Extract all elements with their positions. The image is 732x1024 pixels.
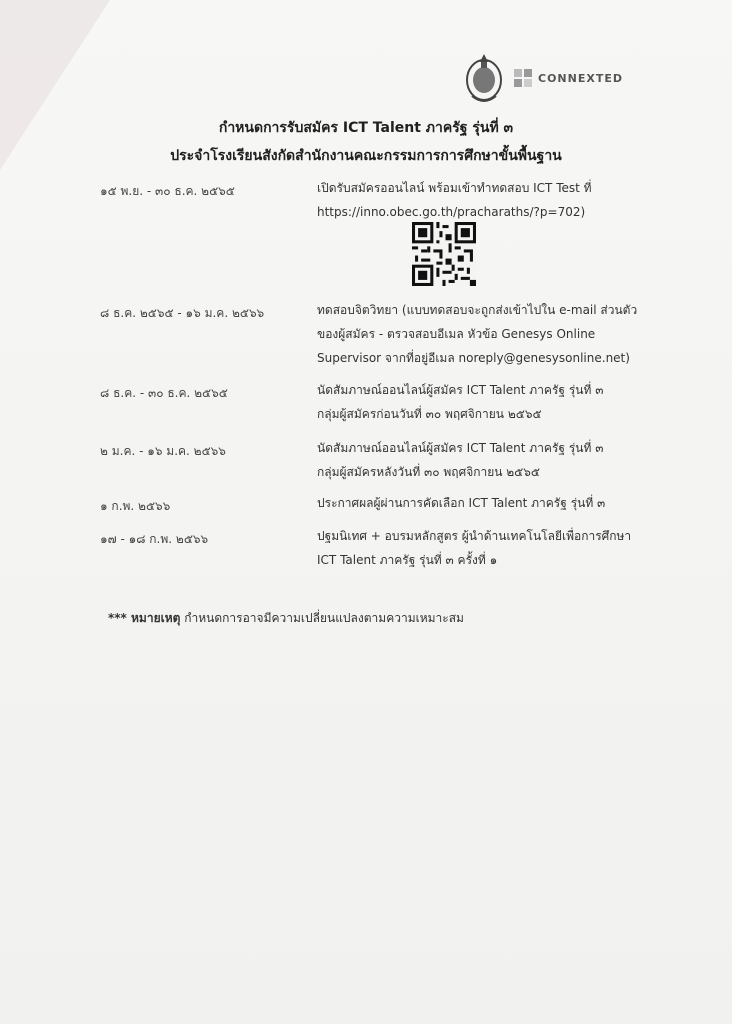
obec-seal-icon <box>462 50 506 106</box>
schedule-line: นัดสัมภาษณ์ออนไลน์ผู้สมัคร ICT Talent ภาครัฐ รุ่นที่ ๓ <box>317 383 604 397</box>
schedule-date: ๒ ม.ค. - ๑๖ ม.ค. ๒๕๖๖ <box>100 444 226 458</box>
schedule-item <box>317 436 677 484</box>
qr-code[interactable] <box>412 222 476 286</box>
brand-text: CONNEXTED <box>538 71 623 85</box>
connexted-logo-icon <box>512 67 534 89</box>
schedule-line: นัดสัมภาษณ์ออนไลน์ผู้สมัคร ICT Talent ภาครัฐ รุ่นที่ ๓ <box>317 441 604 455</box>
schedule-line: ประกาศผลผู้ผ่านการคัดเลือก ICT Talent ภาครัฐ รุ่นที่ ๓ <box>317 496 606 510</box>
schedule-item <box>317 176 677 224</box>
schedule-link[interactable]: https://inno.obec.go.th/pracharaths/?p=702) <box>317 205 586 219</box>
connexted-brand <box>512 67 623 89</box>
header-logos <box>462 48 623 108</box>
schedule-line: ทดสอบจิตวิทยา (แบบทดสอบจะถูกส่งเข้าไปใน e-mail ส่วนตัว <box>317 303 638 317</box>
schedule-item <box>317 298 677 370</box>
schedule-item <box>317 491 677 515</box>
schedule-line: กลุ่มผู้สมัครหลังวันที่ ๓๐ พฤศจิกายน ๒๕๖๕ <box>317 465 540 479</box>
schedule-date: ๘ ธ.ค. ๒๕๖๕ - ๑๖ ม.ค. ๒๕๖๖ <box>100 306 265 320</box>
schedule-line: เปิดรับสมัครออนไลน์ พร้อมเข้าทำทดสอบ ICT Test ที่ <box>317 181 592 195</box>
footnote-text: กำหนดการอาจมีความเปลี่ยนแปลงตามความเหมาะสม <box>184 611 464 625</box>
schedule-line: ICT Talent ภาครัฐ รุ่นที่ ๓ ครั้งที่ ๑ <box>317 553 498 567</box>
schedule-item <box>317 378 677 426</box>
page-subtitle: ประจำโรงเรียนสังกัดสำนักงานคณะกรรมการการศึกษาขั้นพื้นฐาน <box>170 148 562 164</box>
schedule-date: ๑๗ - ๑๘ ก.พ. ๒๕๖๖ <box>100 532 209 546</box>
schedule-line: ปฐมนิเทศ + อบรมหลักสูตร ผู้นำด้านเทคโนโลยีเพื่อการศึกษา <box>317 529 632 543</box>
page-title: กำหนดการรับสมัคร ICT Talent ภาครัฐ รุ่นที่ ๓ <box>218 120 514 136</box>
schedule-item <box>317 524 677 572</box>
schedule-date: ๑๕ พ.ย. - ๓๐ ธ.ค. ๒๕๖๕ <box>100 184 235 198</box>
footnote-label: *** หมายเหตุ <box>108 611 181 625</box>
schedule-date: ๑ ก.พ. ๒๕๖๖ <box>100 499 171 513</box>
schedule-line: กลุ่มผู้สมัครก่อนวันที่ ๓๐ พฤศจิกายน ๒๕๖๕ <box>317 407 542 421</box>
schedule-date: ๘ ธ.ค. - ๓๐ ธ.ค. ๒๕๖๕ <box>100 386 228 400</box>
schedule-line: ของผู้สมัคร - ตรวจสอบอีเมล หัวข้อ Genesys Online <box>317 327 596 341</box>
footnote <box>108 609 464 628</box>
schedule-line: Supervisor จากที่อยู่อีเมล noreply@genesysonline.net) <box>317 351 630 365</box>
